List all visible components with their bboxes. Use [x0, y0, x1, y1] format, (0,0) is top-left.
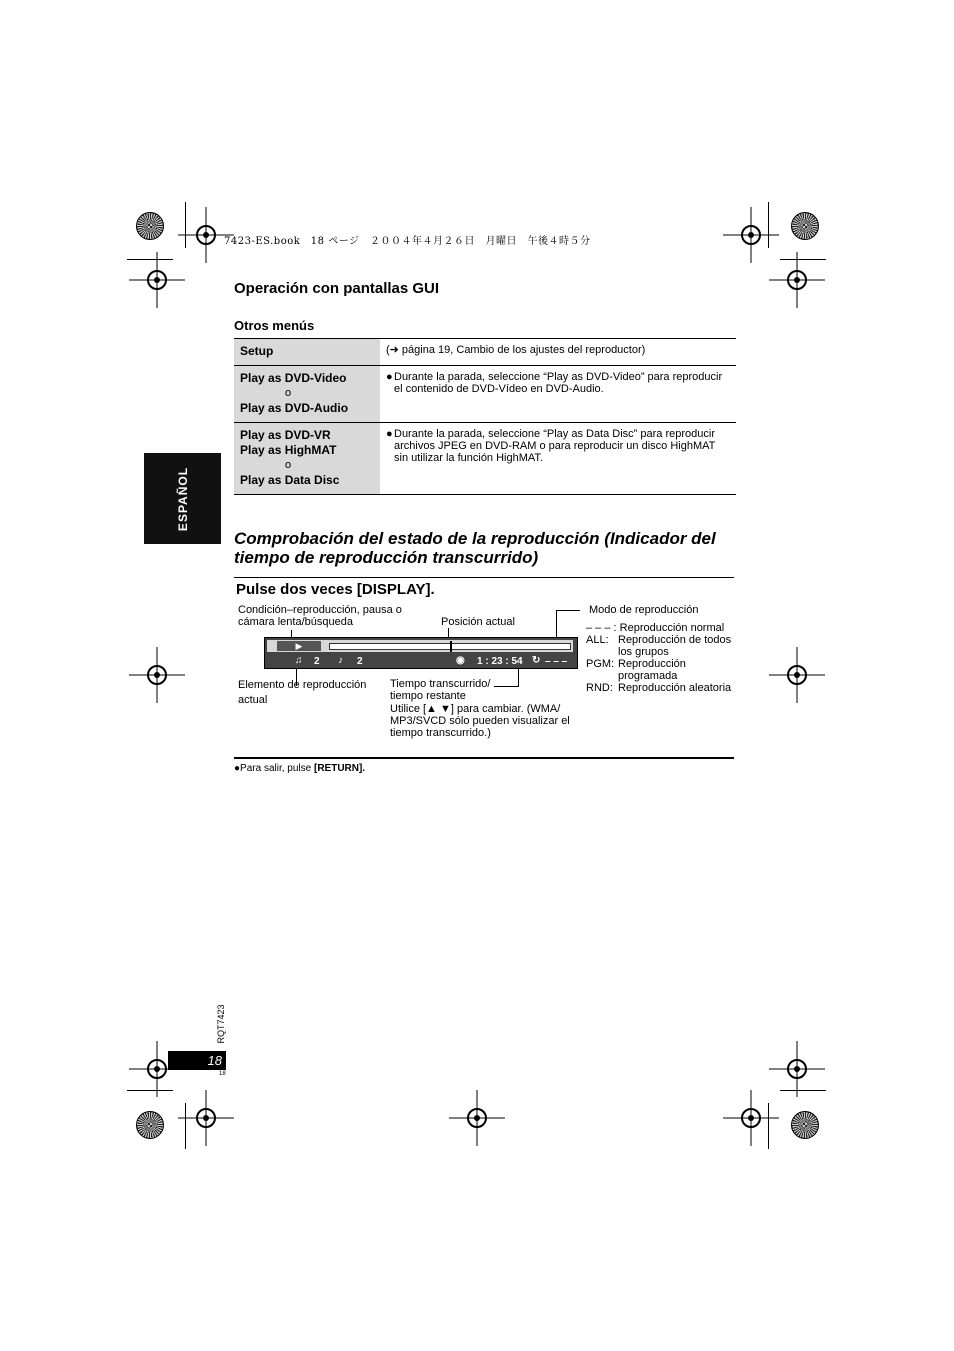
crop-mark — [127, 1090, 173, 1091]
crop-mark — [768, 1103, 769, 1149]
menu-option-connector: o — [285, 387, 292, 399]
menu-option-label: Setup — [240, 344, 274, 358]
registration-crosshair-icon — [741, 1108, 761, 1128]
position-marker — [450, 641, 452, 652]
mode-list — [586, 622, 746, 694]
bullet-icon: ● — [386, 371, 393, 383]
bullet-icon: ● — [234, 763, 241, 774]
other-menus-table — [234, 339, 736, 495]
label-mode: Modo de reproducción — [589, 604, 699, 616]
status-title-line: tiempo de reproducción transcurrido) — [234, 548, 539, 567]
mode-item: – – – : Reproducción normal — [586, 622, 725, 634]
mode-icon: ↻ — [532, 655, 541, 666]
menu-name-cell — [234, 366, 380, 423]
menu-description: (➜ página 19, Cambio de los ajustes del reproductor) — [386, 344, 646, 356]
label-time-line: tiempo restante — [390, 690, 466, 702]
disc-icon: ◉ — [456, 655, 465, 666]
model-code: RQT7423 — [216, 1004, 226, 1044]
table-row — [234, 339, 736, 366]
label-time-line: Tiempo transcurrido/ — [390, 678, 491, 690]
menu-description-cell — [380, 339, 736, 366]
crop-mark — [768, 202, 769, 248]
registration-rosette-icon — [136, 212, 164, 240]
crop-mark — [185, 202, 186, 248]
mode-value: – – – — [545, 656, 568, 667]
registration-crosshair-icon — [196, 225, 216, 245]
language-tab-label: ESPAÑOL — [175, 466, 190, 531]
registration-rosette-icon — [791, 212, 819, 240]
playback-status-bar — [264, 637, 578, 669]
registration-crosshair-icon — [147, 270, 167, 290]
menu-option-label: Play as DVD-VR — [240, 428, 331, 442]
press-instruction: Pulse dos veces [DISPLAY]. — [236, 581, 435, 598]
return-key-label: [RETURN]. — [313, 763, 366, 774]
menu-option-label: Play as DVD-Audio — [240, 401, 349, 415]
status-title-line: Comprobación del estado de la reproducción (Indicador del — [234, 529, 716, 548]
menu-description: Durante la parada, seleccione “Play as DVD-Video” para reproducir el contenido de DVD-Vídeo en DVD-Audio. — [394, 371, 723, 395]
crop-mark — [780, 259, 826, 260]
menu-option-label: Play as Data Disc — [240, 473, 340, 487]
menu-description: Durante la parada, seleccione “Play as Data Disc” para reproducir archivos JPEG en DVD-RAM o para reproducir un disco HighMAT sin utilizar la función HighMAT. — [394, 428, 716, 464]
group-icon: ♫ — [295, 655, 303, 666]
registration-crosshair-icon — [467, 1108, 487, 1128]
registration-crosshair-icon — [787, 270, 807, 290]
menu-description-cell — [380, 366, 736, 423]
registration-rosette-icon — [136, 1111, 164, 1139]
menu-option-label: Play as HighMAT — [240, 443, 337, 457]
section-title: Operación con pantallas GUI — [234, 280, 440, 297]
label-position: Posición actual — [441, 616, 515, 628]
track-number: 2 — [357, 656, 363, 667]
menu-option-label: Play as DVD-Video — [240, 371, 347, 385]
label-time — [390, 678, 580, 739]
leader-line — [556, 610, 580, 611]
divider — [234, 577, 734, 578]
label-element: Elemento de reproducción actual — [238, 679, 367, 706]
registration-crosshair-icon — [787, 1059, 807, 1079]
crop-mark — [780, 1090, 826, 1091]
registration-crosshair-icon — [196, 1108, 216, 1128]
divider — [234, 757, 734, 759]
group-number: 2 — [314, 656, 320, 667]
registration-crosshair-icon — [147, 1059, 167, 1079]
other-menus-heading: Otros menús — [234, 318, 315, 333]
table-row — [234, 366, 736, 423]
elapsed-time: 1 : 23 : 54 — [477, 656, 523, 667]
registration-crosshair-icon — [787, 665, 807, 685]
play-state-icon: ▶ — [277, 641, 321, 651]
footnote: ●Para salir, pulse [RETURN]. — [234, 763, 366, 774]
page-number: 18 — [168, 1051, 226, 1070]
registration-crosshair-icon — [741, 225, 761, 245]
position-track — [329, 643, 571, 650]
mode-item: PGM: Reproducción programada — [586, 658, 686, 682]
registration-crosshair-icon — [147, 665, 167, 685]
registration-rosette-icon — [791, 1111, 819, 1139]
bullet-icon: ● — [386, 428, 393, 440]
status-section-title — [234, 529, 716, 567]
mode-item: RND: Reproducción aleatoria — [586, 682, 732, 694]
menu-description-cell — [380, 423, 736, 495]
small-page-number: 18 — [219, 1071, 226, 1077]
label-condition: Condición–reproducción, pausa o cámara lenta/búsqueda — [238, 604, 402, 628]
table-row — [234, 423, 736, 495]
crop-mark — [127, 259, 173, 260]
track-icon: ♪ — [338, 655, 343, 666]
crop-mark — [185, 1103, 186, 1149]
menu-name-cell — [234, 339, 380, 366]
language-tab — [144, 453, 221, 544]
menu-option-connector: o — [285, 459, 292, 471]
book-header: 7423-ES.book 18 ページ ２００４年４月２６日 月曜日 午後４時５分 — [224, 236, 591, 247]
label-time-note: Utilice [▲ ▼] para cambiar. (WMA/ MP3/SVCD sólo pueden visualizar el tiempo transcurrido.) — [390, 703, 570, 739]
mode-item: ALL: Reproducción de todos los grupos — [586, 634, 732, 658]
menu-name-cell — [234, 423, 380, 495]
